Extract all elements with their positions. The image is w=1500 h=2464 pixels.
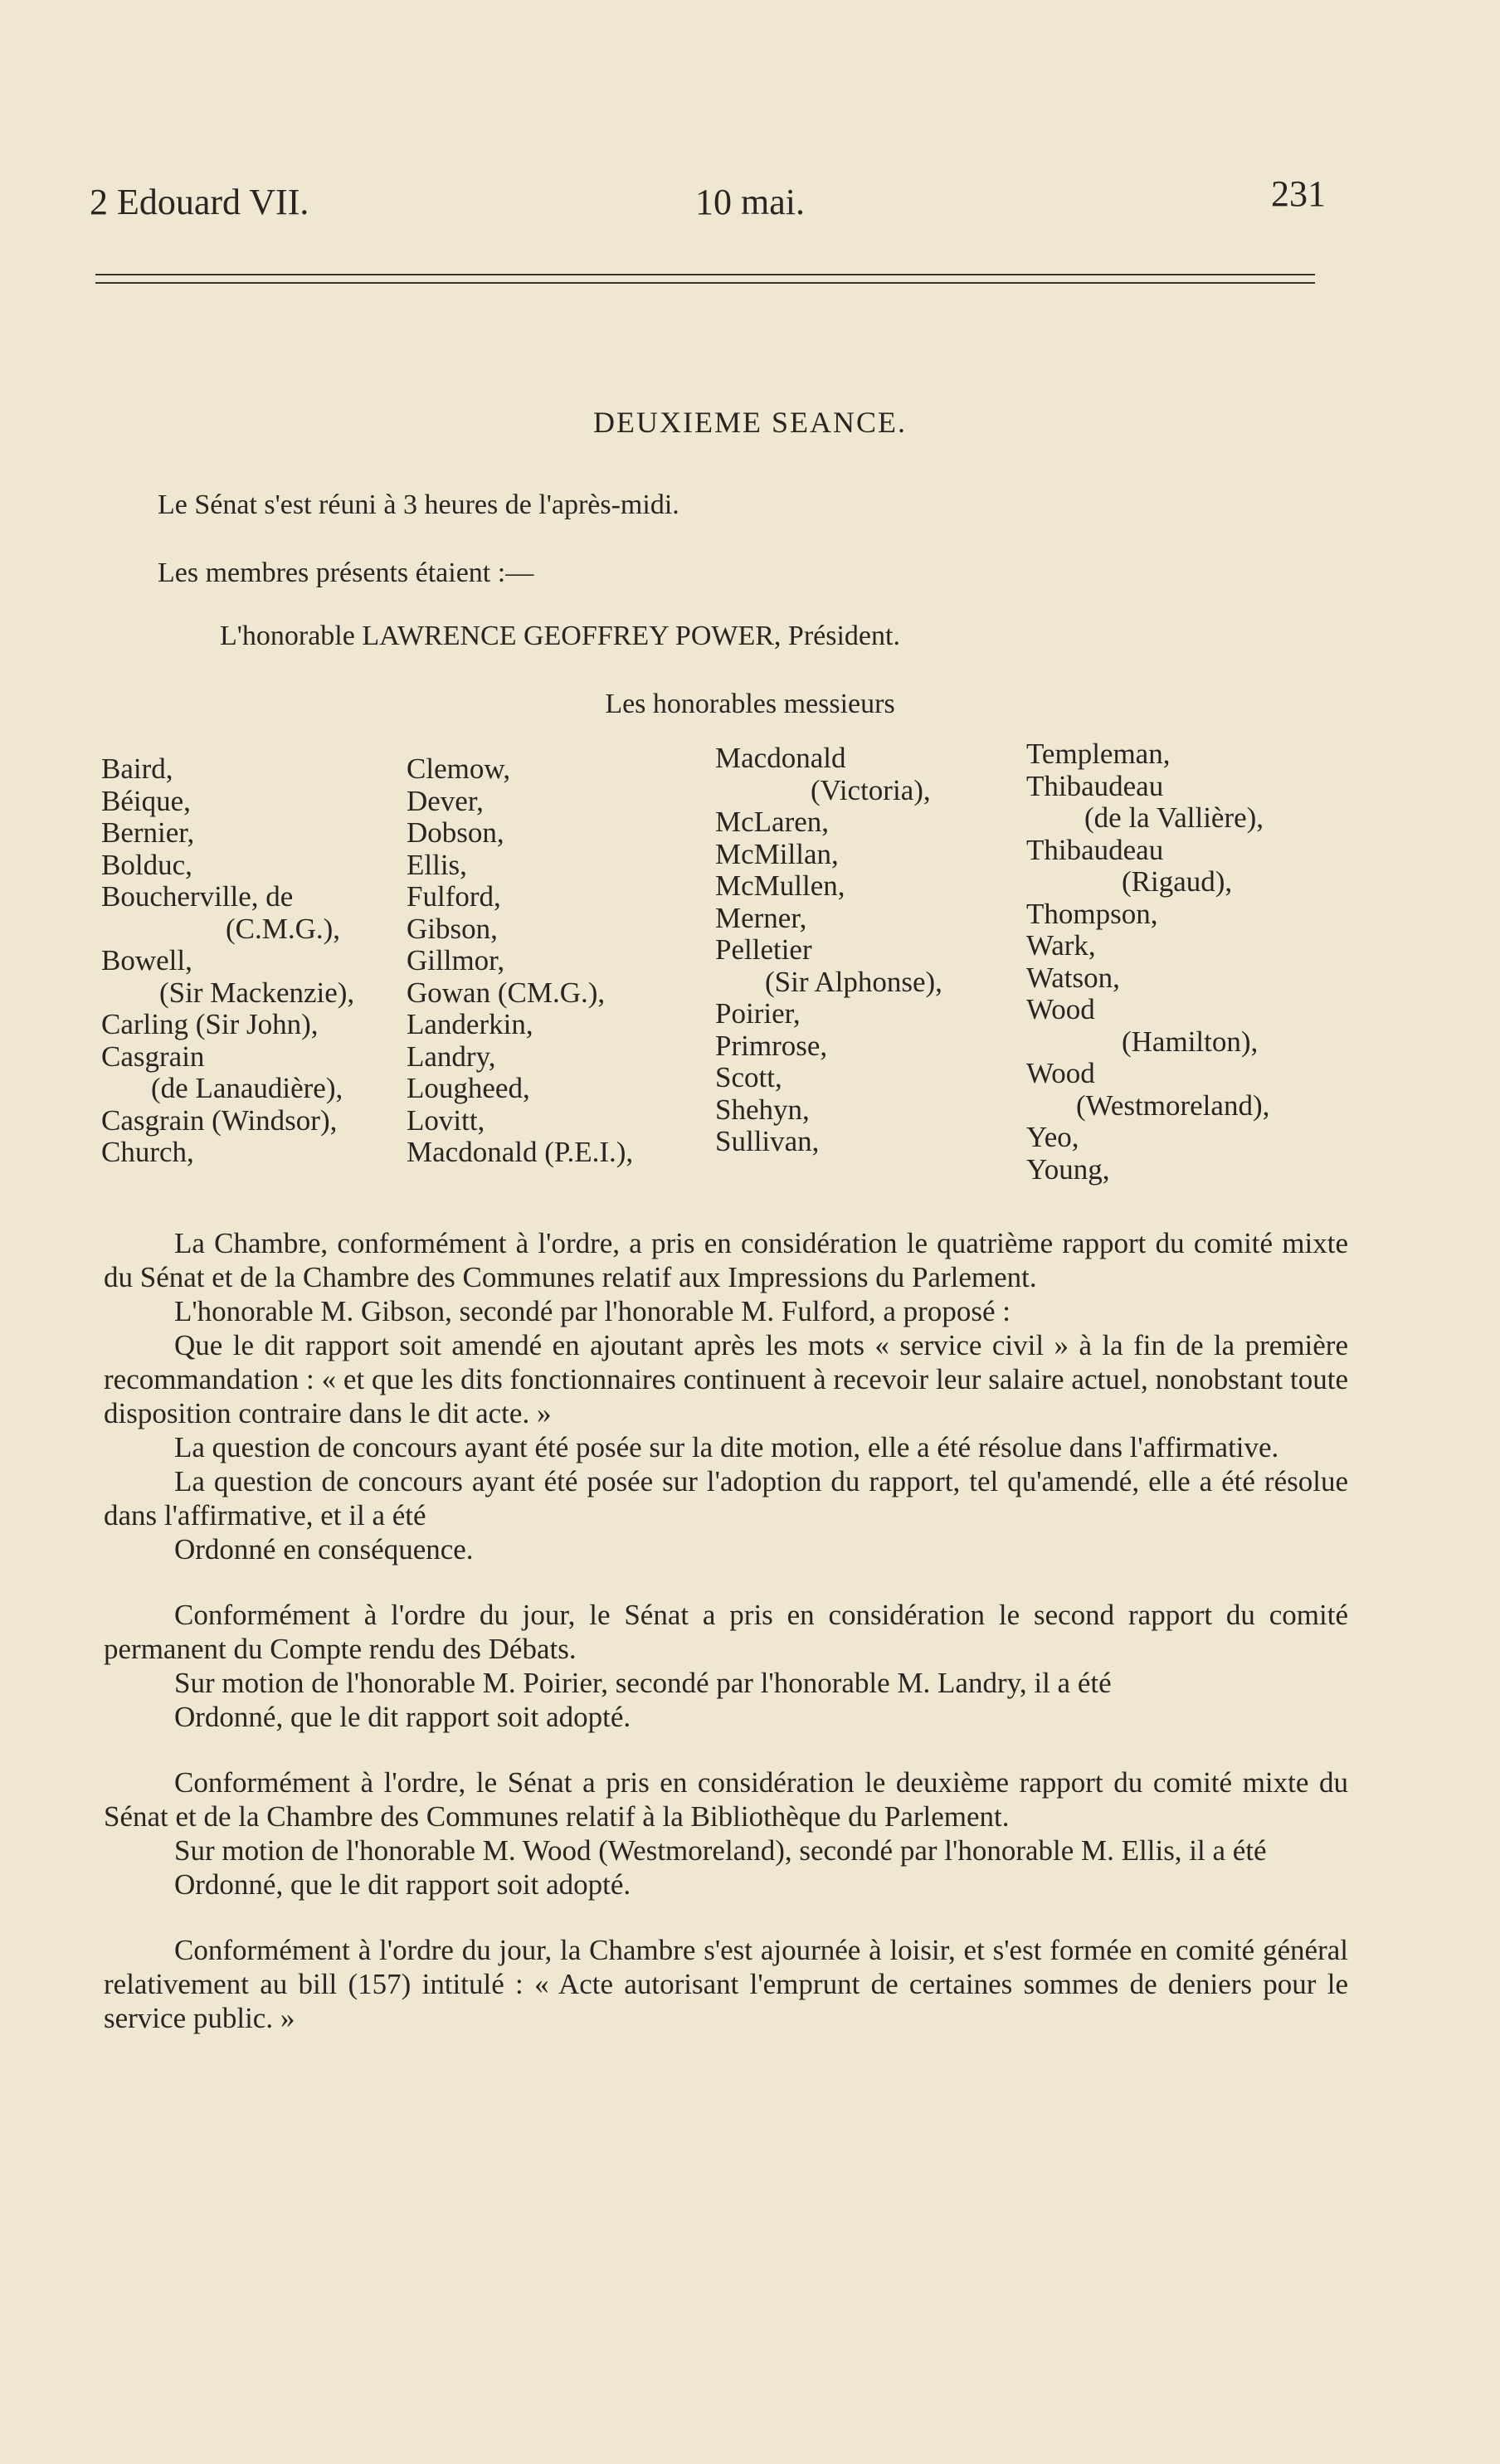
spacer	[104, 1734, 1348, 1765]
senator-name: McMillan,	[715, 837, 839, 870]
session-title: DEUXIEME SEANCE.	[593, 406, 907, 439]
senator-name: Yeo,	[1026, 1121, 1079, 1153]
senator-name: Fulford,	[407, 880, 501, 913]
running-header-date: 10 mai.	[695, 182, 805, 222]
senator-name: Ellis,	[407, 848, 467, 881]
senator-name: McLaren,	[715, 806, 830, 838]
senator-name: Casgrain (Windsor),	[101, 1103, 338, 1137]
spacer	[104, 1566, 1348, 1598]
senator-name: Church,	[101, 1136, 194, 1168]
paragraph: Conformément à l'ordre du jour, le Sénat a pris en considération le second rapport du comité permanent du Compte rendu des Débats.	[104, 1599, 1348, 1665]
senator-column-3	[715, 743, 942, 1158]
senator-name: Clemow,	[407, 752, 511, 785]
senator-name: (C.M.G.),	[226, 912, 341, 945]
senator-name: McMullen,	[715, 869, 845, 902]
senator-column-1	[101, 753, 354, 1169]
senator-name: Poirier,	[715, 997, 801, 1030]
spacer	[104, 1902, 1348, 1933]
paragraph: Sur motion de l'honorable M. Poirier, secondé par l'honorable M. Landry, il a été	[174, 1667, 1112, 1699]
senator-name: Watson,	[1026, 961, 1120, 994]
paragraph: Conformément à l'ordre, le Sénat a pris en considération le deuxième rapport du comité mixte du Sénat et de la Chambre des Communes relatif à la Bibliothèque du Parlement.	[104, 1766, 1348, 1833]
senator-name: Boucherville, de	[101, 880, 294, 913]
senator-name: Wood	[1026, 1057, 1095, 1089]
paragraph: Que le dit rapport soit amendé en ajoutant après les mots « service civil » à la fin de la première recommandation : « et que les dits fonctionnaires continuent à recevoir leur salaire actuel, nonobstant toute disposition contraire dans le dit acte. »	[104, 1329, 1348, 1429]
senator-name: Sullivan,	[715, 1125, 820, 1157]
senator-name: (de la Vallière),	[1084, 801, 1264, 834]
page-number: 231	[1271, 173, 1326, 214]
senator-name: Bolduc,	[101, 848, 192, 881]
senator-name: Templeman,	[1026, 738, 1171, 770]
senator-name: Thibaudeau	[1026, 833, 1164, 866]
senator-name: (Westmoreland),	[1076, 1088, 1270, 1122]
senator-name: Landry,	[407, 1040, 496, 1073]
senator-name: Gillmor,	[407, 944, 505, 976]
paragraph: Sur motion de l'honorable M. Wood (Westmoreland), secondé par l'honorable M. Ellis, il a été	[174, 1834, 1267, 1867]
senator-name: Wark,	[1026, 929, 1096, 962]
header-rule-bottom	[95, 282, 1315, 284]
honorables-heading: Les honorables messieurs	[605, 689, 895, 719]
opening-line: Le Sénat s'est réuni à 3 heures de l'après-midi.	[158, 489, 679, 520]
senator-name: Gibson,	[407, 912, 498, 945]
paragraph: La question de concours ayant été posée sur la dite motion, elle a été résolue dans l'affirmative.	[174, 1431, 1279, 1463]
senator-name: Merner,	[715, 901, 807, 934]
members-present-line: Les membres présents étaient :—	[158, 558, 534, 588]
running-header-left: 2 Edouard VII.	[90, 182, 309, 222]
senator-name: Gowan (CM.G.),	[407, 976, 606, 1009]
senator-column-2	[407, 753, 633, 1169]
senator-name: Landerkin,	[407, 1008, 533, 1040]
senator-name: Scott,	[715, 1061, 782, 1093]
senator-name: Lougheed,	[407, 1072, 530, 1104]
senator-name: Bernier,	[101, 816, 195, 849]
president-line: L'honorable LAWRENCE GEOFFREY POWER, Président.	[220, 621, 900, 651]
senator-name: Macdonald	[715, 742, 846, 774]
senator-name: Carling (Sir John),	[101, 1008, 319, 1040]
senator-name: (de Lanaudière),	[151, 1072, 343, 1104]
senator-name: (Rigaud),	[1122, 865, 1233, 898]
senator-column-4	[1026, 738, 1269, 1186]
senator-name: Young,	[1026, 1152, 1110, 1186]
senator-name: Thibaudeau	[1026, 769, 1164, 802]
senator-name: Béique,	[101, 784, 191, 817]
senator-name: Lovitt,	[407, 1103, 485, 1137]
senator-name: (Victoria),	[811, 773, 931, 806]
senator-name: Shehyn,	[715, 1093, 810, 1126]
paragraph: La Chambre, conformément à l'ordre, a pris en considération le quatrième rapport du comité mixte du Sénat et de la Chambre des Communes relatif aux Impressions du Parlement.	[104, 1227, 1348, 1293]
paragraph: L'honorable M. Gibson, secondé par l'honorable M. Fulford, a proposé :	[174, 1295, 1011, 1327]
senator-name: (Hamilton),	[1122, 1025, 1259, 1058]
senator-name: (Sir Mackenzie),	[159, 976, 355, 1009]
paragraph: Ordonné, que le dit rapport soit adopté.	[174, 1868, 631, 1901]
proceedings-body	[104, 1226, 1348, 2035]
header-rule-top	[95, 274, 1315, 275]
paragraph: Ordonné, que le dit rapport soit adopté.	[174, 1701, 631, 1733]
paragraph: Conformément à l'ordre du jour, la Chambre s'est ajournée à loisir, et s'est formée en comité général relativement au bill (157) intitulé : « Acte autorisant l'emprunt de certaines sommes de deniers pour le service public. »	[104, 1934, 1348, 2034]
paragraph: Ordonné en conséquence.	[174, 1533, 474, 1566]
paragraph: La question de concours ayant été posée sur l'adoption du rapport, tel qu'amendé, elle a été résolue dans l'affirmative, et il a été	[104, 1465, 1348, 1531]
senator-name: Bowell,	[101, 944, 192, 976]
senator-name: Thompson,	[1026, 897, 1158, 930]
senator-name: Dobson,	[407, 816, 504, 849]
senator-name: Casgrain	[101, 1040, 205, 1073]
senator-name: Dever,	[407, 784, 484, 817]
senator-name: Macdonald (P.E.I.),	[407, 1136, 634, 1168]
senator-name: Pelletier	[715, 933, 812, 966]
senator-name: Primrose,	[715, 1029, 828, 1062]
senator-name: (Sir Alphonse),	[765, 965, 942, 998]
senator-name: Baird,	[101, 752, 173, 785]
senator-name: Wood	[1026, 993, 1095, 1025]
